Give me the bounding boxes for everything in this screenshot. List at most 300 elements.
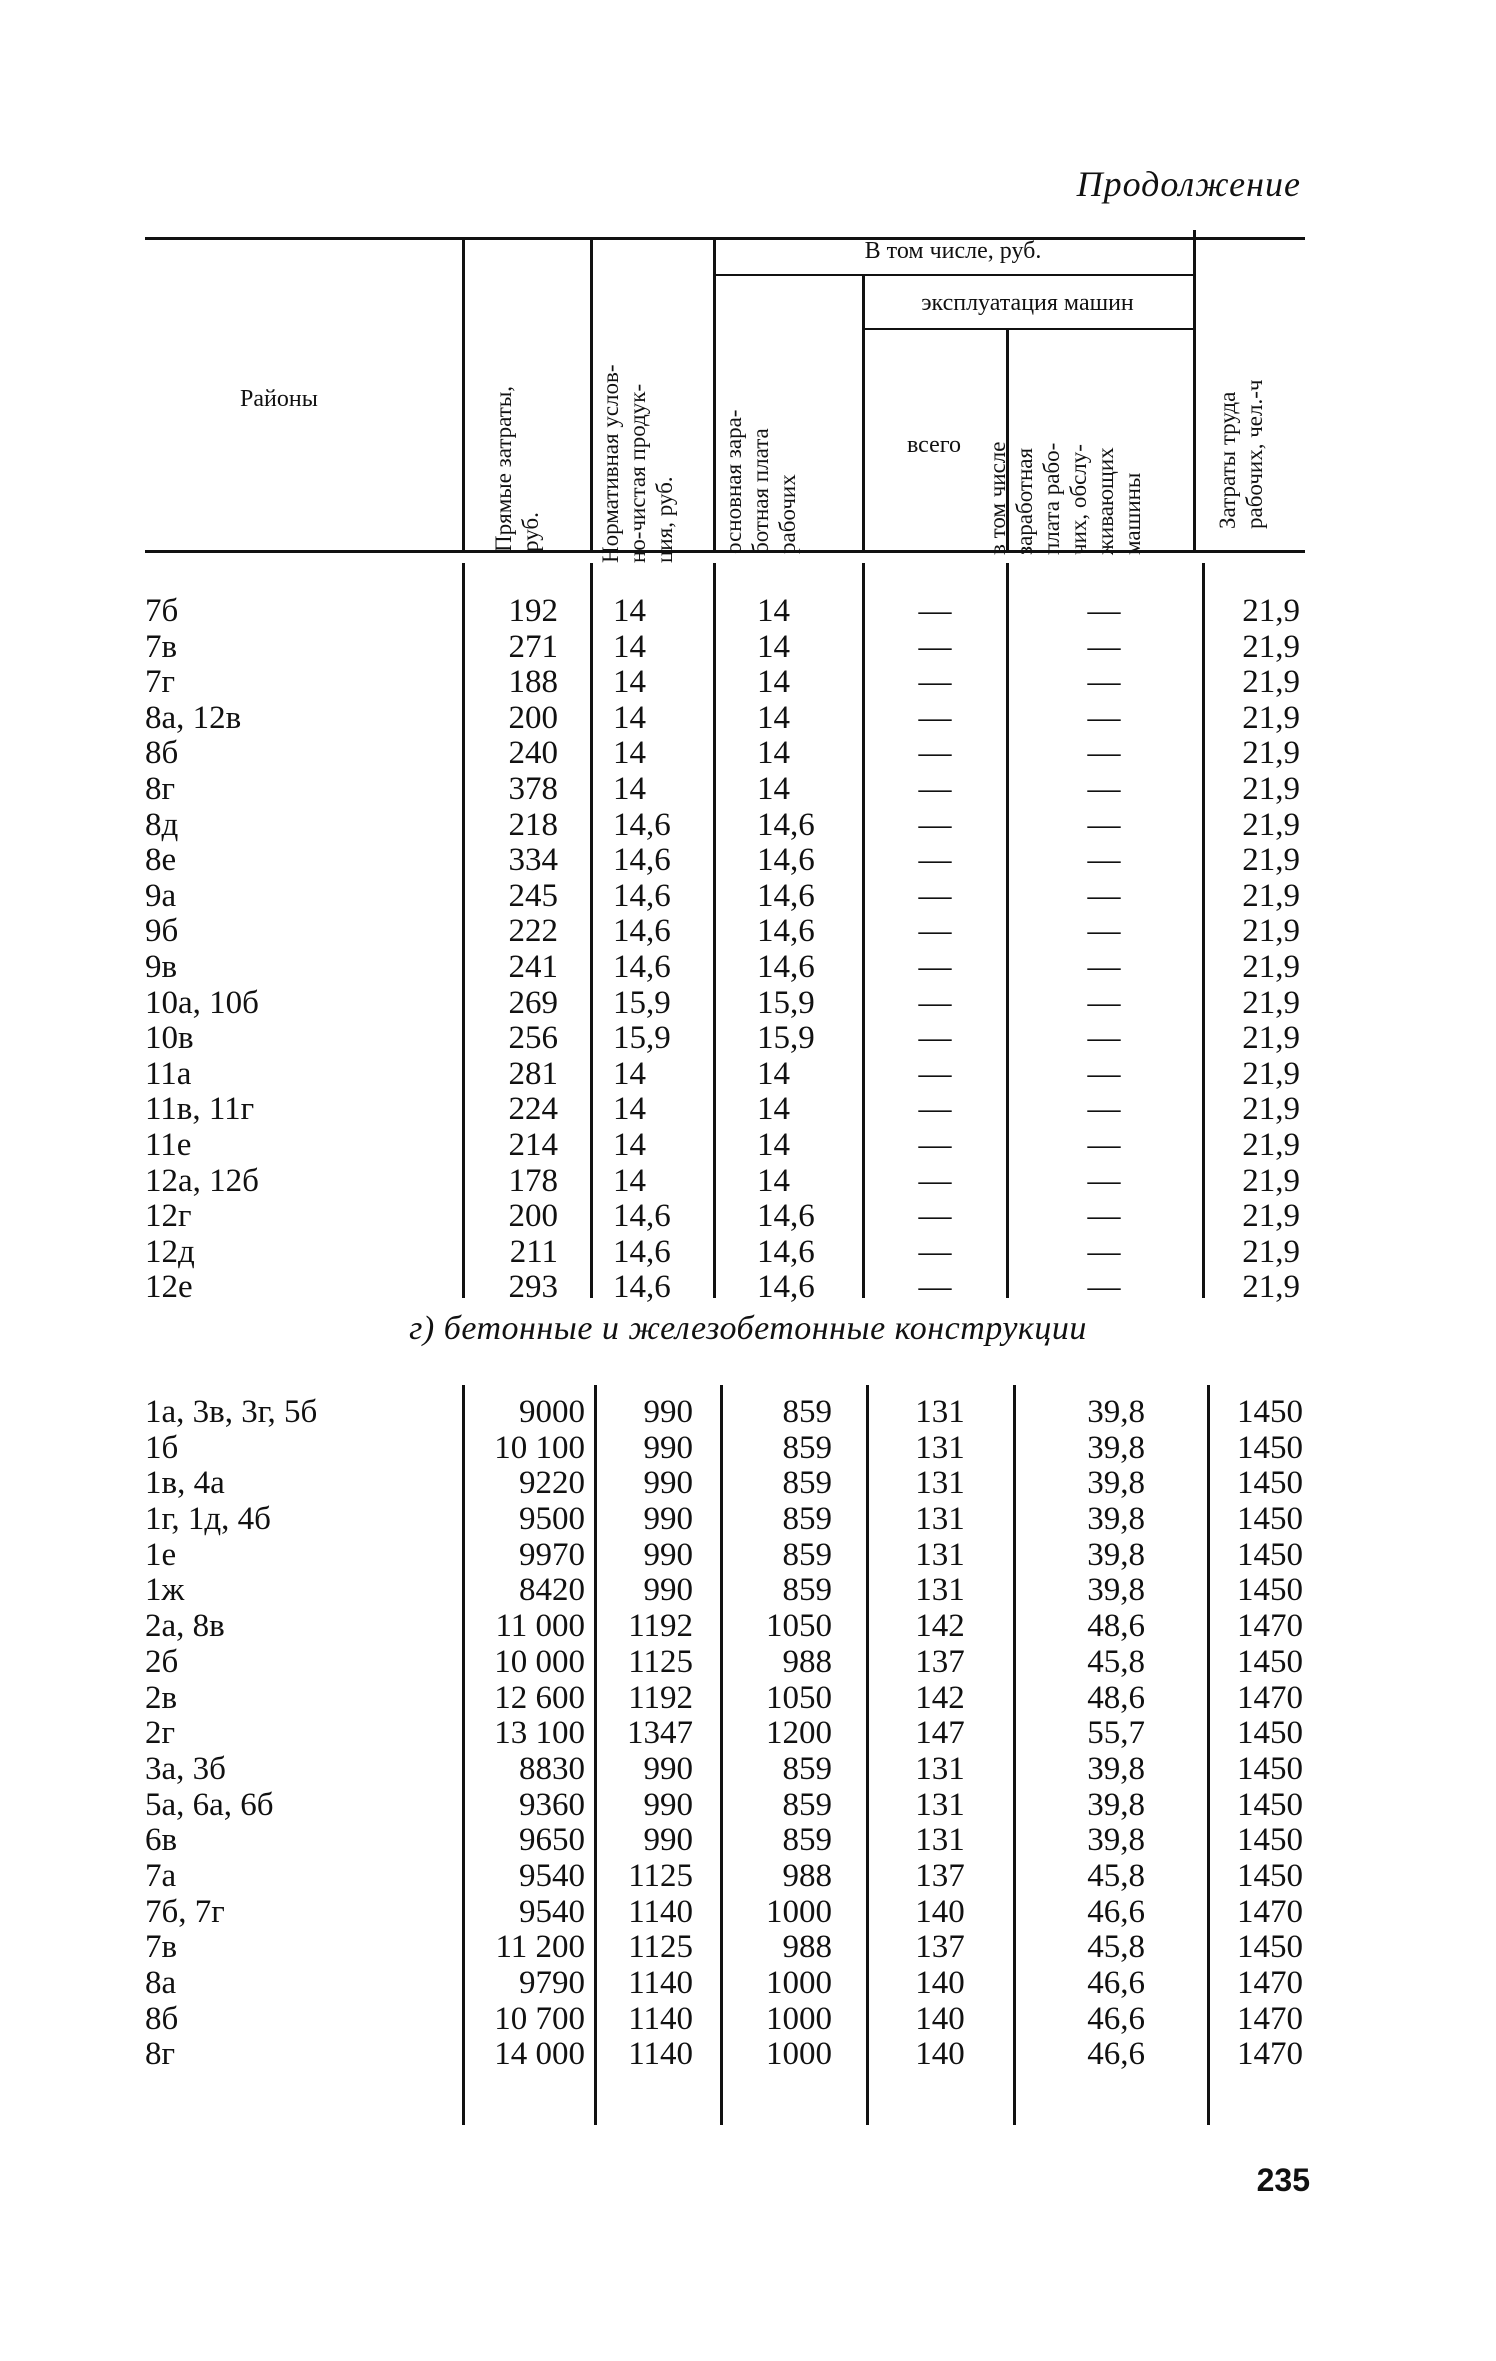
table-cell: 7а xyxy=(145,1857,177,1894)
table-cell: 14,6 xyxy=(757,877,815,914)
table-cell: 39,8 xyxy=(1087,1572,1145,1609)
table-cell: 21,9 xyxy=(1242,877,1300,914)
table-cell: 39,8 xyxy=(1087,1465,1145,1502)
table-cell: — xyxy=(918,593,952,629)
table-cell: 14 xyxy=(757,1055,790,1092)
t2-sep-5 xyxy=(1013,1385,1016,2125)
table-cell: 10в xyxy=(145,1020,194,1057)
table-cell: 46,6 xyxy=(1087,2000,1145,2037)
table-cell: 46,6 xyxy=(1087,2036,1145,2073)
table-cell: 1450 xyxy=(1237,1929,1303,1966)
table-cell: — xyxy=(918,770,952,807)
table-cell: 21,9 xyxy=(1242,664,1300,701)
table-cell: 334 xyxy=(508,842,558,879)
table-cell: 211 xyxy=(509,1233,558,1270)
table-cell: — xyxy=(1087,593,1121,629)
table-cell: 2в xyxy=(145,1679,178,1716)
table-cell: 131 xyxy=(915,1536,965,1573)
table-cell: 14,6 xyxy=(613,842,671,879)
table-cell: 14,6 xyxy=(613,1233,671,1270)
table-cell: 21,9 xyxy=(1242,806,1300,843)
table-cell: — xyxy=(1087,664,1121,701)
table-cell: 7б, 7г xyxy=(145,1893,225,1930)
table-cell: 200 xyxy=(508,1198,558,1235)
table-cell: 1000 xyxy=(766,1965,832,2001)
table-cell: 21,9 xyxy=(1242,1020,1300,1057)
table-cell: 859 xyxy=(782,1572,832,1609)
table-cell: 14 xyxy=(613,593,646,629)
table-cell: 9500 xyxy=(519,1501,585,1538)
table-cell: 8а, 12в xyxy=(145,699,242,736)
table-cell: 1125 xyxy=(628,1857,693,1894)
header-labor: Затраты труда рабочих, чел.-ч xyxy=(1215,379,1267,529)
table-cell: 14,6 xyxy=(613,877,671,914)
table-cell: 39,8 xyxy=(1087,1786,1145,1823)
table-cell: — xyxy=(1087,1162,1121,1199)
table-cell: 14 xyxy=(613,770,646,807)
table-cell: — xyxy=(1087,1198,1121,1235)
table-cell: 131 xyxy=(915,1501,965,1538)
table-cell: 142 xyxy=(915,1608,965,1645)
table-cell: 8830 xyxy=(519,1750,585,1787)
table-cell: 1450 xyxy=(1237,1429,1303,1466)
table-cell: 2б xyxy=(145,1643,179,1680)
table-cell: — xyxy=(1087,770,1121,807)
table-cell: 1450 xyxy=(1237,1501,1303,1538)
table-cell: 55,7 xyxy=(1087,1715,1145,1752)
table-cell: 15,9 xyxy=(613,1020,671,1057)
table-cell: — xyxy=(918,1198,952,1235)
table-cell: 9650 xyxy=(519,1822,585,1859)
table-cell: 46,6 xyxy=(1087,1965,1145,2001)
table-cell: 131 xyxy=(915,1394,965,1430)
table-cell: 9790 xyxy=(519,1965,585,2001)
table-cell: 9540 xyxy=(519,1893,585,1930)
t2-sep-6 xyxy=(1207,1385,1210,2125)
table-cell: 21,9 xyxy=(1242,1269,1300,1306)
table-cell: — xyxy=(1087,1091,1121,1128)
t2-labor-column xyxy=(1213,1395,1303,2073)
table-cell: 21,9 xyxy=(1242,735,1300,772)
table-cell: — xyxy=(918,1126,952,1163)
table-cell: 6в xyxy=(145,1822,178,1859)
table-cell: 1б xyxy=(145,1429,179,1466)
table-cell: 8г xyxy=(145,770,176,807)
table-cell: 859 xyxy=(782,1822,832,1859)
table-cell: — xyxy=(1087,628,1121,665)
table-cell: 1450 xyxy=(1237,1857,1303,1894)
table-cell: 39,8 xyxy=(1087,1429,1145,1466)
table-cell: 1470 xyxy=(1237,1608,1303,1645)
table-cell: 1450 xyxy=(1237,1715,1303,1752)
table-cell: 14 xyxy=(613,628,646,665)
t2-sep-3 xyxy=(720,1385,723,2125)
table-cell: 14 xyxy=(757,735,790,772)
table-cell: 990 xyxy=(643,1750,693,1787)
table-cell: 2г xyxy=(145,1715,176,1752)
t2-norm-column xyxy=(598,1395,693,2073)
table-cell: 21,9 xyxy=(1242,1055,1300,1092)
table-cell: 1192 xyxy=(628,1608,693,1645)
table-cell: 378 xyxy=(508,770,558,807)
continuation-label: Продолжение xyxy=(1076,164,1301,204)
table-cell: 7б xyxy=(145,593,179,629)
table-cell: — xyxy=(1087,806,1121,843)
table-cell: — xyxy=(918,664,952,701)
table-cell: 1450 xyxy=(1237,1786,1303,1823)
table-cell: — xyxy=(918,628,952,665)
table-cell: 21,9 xyxy=(1242,1198,1300,1235)
table-cell: 10а, 10б xyxy=(145,984,259,1021)
t1-norm-column xyxy=(613,594,708,1306)
table-cell: — xyxy=(1087,842,1121,879)
table-cell: 21,9 xyxy=(1242,1126,1300,1163)
table-cell: 214 xyxy=(508,1126,558,1163)
table-cell: 269 xyxy=(508,984,558,1021)
table-cell: — xyxy=(918,699,952,736)
table-cell: 990 xyxy=(643,1429,693,1466)
t1-sep-5 xyxy=(1006,563,1009,1298)
table-cell: 147 xyxy=(915,1715,965,1752)
table-cell: 241 xyxy=(508,948,558,985)
table-cell: 140 xyxy=(915,1893,965,1930)
table-cell: 21,9 xyxy=(1242,593,1300,629)
t1-wage-column xyxy=(757,594,857,1306)
table-cell: 14,6 xyxy=(613,913,671,950)
table-cell: 8е xyxy=(145,842,177,879)
table-cell: — xyxy=(918,948,952,985)
table-cell: 11е xyxy=(145,1126,192,1163)
table-cell: 271 xyxy=(508,628,558,665)
table-cell: 21,9 xyxy=(1242,770,1300,807)
table-cell: 7в xyxy=(145,1929,178,1966)
table-cell: 9540 xyxy=(519,1857,585,1894)
t1-sep-2 xyxy=(590,563,593,1298)
t1-machine-total-column xyxy=(866,594,1004,1306)
table-cell: 859 xyxy=(782,1501,832,1538)
table-cell: 1470 xyxy=(1237,2000,1303,2037)
table-cell: 21,9 xyxy=(1242,842,1300,879)
t2-regions-column xyxy=(145,1395,455,2073)
t2-sep-1 xyxy=(462,1385,465,2125)
t1-labor-column xyxy=(1210,594,1300,1306)
table-cell: 140 xyxy=(915,2036,965,2073)
header-direct-costs: Прямые затраты, руб. xyxy=(491,385,543,552)
table-cell: 21,9 xyxy=(1242,948,1300,985)
table-cell: 990 xyxy=(643,1536,693,1573)
table-cell: 14 xyxy=(757,628,790,665)
table-cell: 1140 xyxy=(628,2000,693,2037)
table-cell: 1050 xyxy=(766,1679,832,1716)
table-cell: 9000 xyxy=(519,1394,585,1430)
table-cell: 1450 xyxy=(1237,1572,1303,1609)
header-sep-2 xyxy=(590,237,593,550)
t1-sep-4 xyxy=(862,563,865,1298)
table-cell: 48,6 xyxy=(1087,1679,1145,1716)
table-cell: 14 000 xyxy=(494,2036,585,2073)
table-cell: 859 xyxy=(782,1786,832,1823)
table-cell: — xyxy=(918,1233,952,1270)
table-cell: — xyxy=(1087,877,1121,914)
table-cell: 1192 xyxy=(628,1679,693,1716)
table-cell: 14,6 xyxy=(757,1233,815,1270)
table-cell: 859 xyxy=(782,1394,832,1430)
table-cell: 39,8 xyxy=(1087,1536,1145,1573)
table-cell: 39,8 xyxy=(1087,1750,1145,1787)
table-cell: 1450 xyxy=(1237,1822,1303,1859)
table-cell: — xyxy=(918,984,952,1021)
table-cell: 15,9 xyxy=(757,1020,815,1057)
table-cell: 21,9 xyxy=(1242,699,1300,736)
table-cell: — xyxy=(1087,1233,1121,1270)
t2-machine-total-column xyxy=(870,1395,1010,2073)
table-cell: 14,6 xyxy=(757,948,815,985)
table-cell: 224 xyxy=(508,1091,558,1128)
table-cell: 140 xyxy=(915,2000,965,2037)
table-cell: 1000 xyxy=(766,2036,832,2073)
table-cell: 8б xyxy=(145,735,179,772)
table-cell: 14 xyxy=(613,1091,646,1128)
table-cell: 11 000 xyxy=(495,1608,585,1645)
table-cell: 12а, 12б xyxy=(145,1162,259,1199)
table-cell: 14 xyxy=(757,1091,790,1128)
t1-sep-3 xyxy=(713,563,716,1298)
table-cell: 14,6 xyxy=(757,842,815,879)
t2-wage-column xyxy=(724,1395,832,2073)
table-cell: 140 xyxy=(915,1965,965,2001)
table-cell: 1в, 4а xyxy=(145,1465,225,1502)
table-cell: 45,8 xyxy=(1087,1643,1145,1680)
table-cell: 1а, 3в, 3г, 5б xyxy=(145,1394,318,1430)
machine-underline xyxy=(862,328,1193,330)
table-cell: — xyxy=(1087,913,1121,950)
table-cell: — xyxy=(1087,1269,1121,1306)
table-cell: 240 xyxy=(508,735,558,772)
table-cell: 222 xyxy=(508,913,558,950)
table-cell: 10 700 xyxy=(494,2000,585,2037)
table-cell: 46,6 xyxy=(1087,1893,1145,1930)
table-cell: 990 xyxy=(643,1786,693,1823)
table-cell: 1200 xyxy=(766,1715,832,1752)
table-cell: 14 xyxy=(613,1126,646,1163)
table-cell: 8а xyxy=(145,1965,177,2001)
table-cell: 12 600 xyxy=(494,1679,585,1716)
table-cell: 218 xyxy=(508,806,558,843)
table-cell: 1450 xyxy=(1237,1465,1303,1502)
table-cell: 131 xyxy=(915,1750,965,1787)
table-cell: 14,6 xyxy=(613,806,671,843)
table-cell: 1470 xyxy=(1237,1965,1303,2001)
table-cell: 12г xyxy=(145,1198,192,1235)
table-cell: 1125 xyxy=(628,1643,693,1680)
t1-machine-wage-column xyxy=(1010,594,1198,1306)
table-cell: — xyxy=(918,1162,952,1199)
header-sep-1 xyxy=(462,237,465,550)
table-cell: 8д xyxy=(145,806,179,843)
table-cell: 1450 xyxy=(1237,1643,1303,1680)
including-underline xyxy=(713,274,1193,276)
table-cell: 14,6 xyxy=(613,948,671,985)
page-number: 235 xyxy=(1256,2162,1310,2198)
table-cell: 14,6 xyxy=(757,1198,815,1235)
table-cell: 14,6 xyxy=(757,806,815,843)
table-cell: 14 xyxy=(613,735,646,772)
header-sep-4 xyxy=(862,276,865,550)
header-sep-6 xyxy=(1193,230,1196,550)
table-cell: 10 100 xyxy=(494,1429,585,1466)
table-cell: 39,8 xyxy=(1087,1501,1145,1538)
table-cell: 11а xyxy=(145,1055,192,1092)
t1-sep-6 xyxy=(1202,563,1205,1298)
table-cell: 14 xyxy=(757,699,790,736)
table-cell: 859 xyxy=(782,1750,832,1787)
table-cell: 1ж xyxy=(145,1572,185,1609)
table-cell: — xyxy=(918,735,952,772)
table-cell: 21,9 xyxy=(1242,984,1300,1021)
t2-sep-2 xyxy=(594,1385,597,2125)
table-cell: 14 xyxy=(757,1162,790,1199)
table-cell: 1450 xyxy=(1237,1394,1303,1430)
table-cell: 21,9 xyxy=(1242,1091,1300,1128)
table-cell: 1140 xyxy=(628,1965,693,2001)
table-cell: 5а, 6а, 6б xyxy=(145,1786,274,1823)
table-cell: 1г, 1д, 4б xyxy=(145,1501,271,1538)
table-cell: 14,6 xyxy=(613,1269,671,1306)
header-machine-total: всего xyxy=(906,432,962,458)
table-cell: 988 xyxy=(782,1857,832,1894)
table-cell: 178 xyxy=(508,1162,558,1199)
table-cell: 14 xyxy=(613,664,646,701)
table-cell: 188 xyxy=(508,664,558,701)
table-cell: 988 xyxy=(782,1929,832,1966)
table-cell: 21,9 xyxy=(1242,1162,1300,1199)
table-cell: 1470 xyxy=(1237,2036,1303,2073)
table-cell: 45,8 xyxy=(1087,1857,1145,1894)
table-cell: 14 xyxy=(757,664,790,701)
table-cell: 1140 xyxy=(628,1893,693,1930)
t1-regions-column xyxy=(145,594,445,1306)
table-cell: 12д xyxy=(145,1233,195,1270)
table-cell: 131 xyxy=(915,1786,965,1823)
table-cell: — xyxy=(1087,1126,1121,1163)
t1-direct-column xyxy=(470,594,558,1306)
table-cell: 2а, 8в xyxy=(145,1608,225,1645)
table-cell: 11 200 xyxy=(495,1929,585,1966)
table-cell: 859 xyxy=(782,1429,832,1466)
table-cell: 15,9 xyxy=(757,984,815,1021)
table-cell: 859 xyxy=(782,1465,832,1502)
table-cell: 39,8 xyxy=(1087,1394,1145,1430)
header-base-wage: основная зара- ботная плата рабочих xyxy=(721,409,800,554)
header-including: В том числе, руб. xyxy=(864,238,1042,264)
table-cell: 14 xyxy=(757,1126,790,1163)
table-cell: 8г xyxy=(145,2036,176,2073)
table-cell: 192 xyxy=(508,593,558,629)
table-cell: 990 xyxy=(643,1501,693,1538)
table-cell: 14,6 xyxy=(757,1269,815,1306)
table-cell: — xyxy=(1087,735,1121,772)
table-cell: — xyxy=(1087,1055,1121,1092)
t1-sep-1 xyxy=(462,563,465,1298)
table-cell: 14 xyxy=(613,1162,646,1199)
table-cell: 39,8 xyxy=(1087,1822,1145,1859)
table-cell: 990 xyxy=(643,1822,693,1859)
table-cell: 14 xyxy=(613,1055,646,1092)
table-cell: — xyxy=(918,842,952,879)
table-cell: 1450 xyxy=(1237,1750,1303,1787)
table-cell: 1000 xyxy=(766,1893,832,1930)
table-cell: — xyxy=(918,1091,952,1128)
table-cell: 9в xyxy=(145,948,178,985)
table-cell: 11в, 11г xyxy=(145,1091,255,1128)
table-cell: — xyxy=(1087,984,1121,1021)
table-cell: 256 xyxy=(508,1020,558,1057)
table-cell: — xyxy=(1087,699,1121,736)
table-cell: 1347 xyxy=(627,1715,693,1752)
table-cell: 131 xyxy=(915,1429,965,1466)
table-cell: 990 xyxy=(643,1572,693,1609)
table-cell: 14,6 xyxy=(757,913,815,950)
header-regions: Районы xyxy=(240,386,318,412)
table-cell: 1470 xyxy=(1237,1679,1303,1716)
table-cell: 137 xyxy=(915,1643,965,1680)
table-cell: 21,9 xyxy=(1242,1233,1300,1270)
table-cell: 8420 xyxy=(519,1572,585,1609)
table-cell: 10 000 xyxy=(494,1643,585,1680)
table-cell: 200 xyxy=(508,699,558,736)
table-cell: 21,9 xyxy=(1242,913,1300,950)
table-cell: 859 xyxy=(782,1536,832,1573)
table-cell: 1000 xyxy=(766,2000,832,2037)
table-cell: 13 100 xyxy=(494,1715,585,1752)
table-cell: 9360 xyxy=(519,1786,585,1823)
table-cell: 1125 xyxy=(628,1929,693,1966)
t2-machine-wage-column xyxy=(1017,1395,1145,2073)
table-cell: 7г xyxy=(145,664,176,701)
table-cell: 1140 xyxy=(628,2036,693,2073)
table-cell: 14 xyxy=(757,770,790,807)
table-cell: — xyxy=(918,1269,952,1306)
table-cell: 45,8 xyxy=(1087,1929,1145,1966)
table-cell: 281 xyxy=(508,1055,558,1092)
table-cell: 131 xyxy=(915,1465,965,1502)
table-cell: 15,9 xyxy=(613,984,671,1021)
table-cell: 293 xyxy=(508,1269,558,1306)
table-cell: — xyxy=(918,913,952,950)
table-cell: 131 xyxy=(915,1822,965,1859)
table-cell: 48,6 xyxy=(1087,1608,1145,1645)
table-cell: 1470 xyxy=(1237,1893,1303,1930)
table-cell: 14 xyxy=(757,593,790,629)
table-cell: — xyxy=(918,806,952,843)
table-cell: 1450 xyxy=(1237,1536,1303,1573)
table-cell: 14,6 xyxy=(613,1198,671,1235)
table-cell: 990 xyxy=(643,1465,693,1502)
section-title: г) бетонные и железобетонные конструкции xyxy=(409,1310,1087,1347)
table-cell: 3а, 3б xyxy=(145,1750,226,1787)
table-cell: 7в xyxy=(145,628,178,665)
table-cell: 8б xyxy=(145,2000,179,2037)
table-cell: 988 xyxy=(782,1643,832,1680)
table-cell: — xyxy=(1087,1020,1121,1057)
table-cell: 1е xyxy=(145,1536,177,1573)
table-cell: 9а xyxy=(145,877,177,914)
table-cell: 137 xyxy=(915,1929,965,1966)
header-sep-3 xyxy=(713,237,716,550)
table-cell: — xyxy=(918,1020,952,1057)
header-machine-wage: в том числе заработная плата рабо- чих, обслу- живающих машины xyxy=(985,441,1145,555)
table-cell: 14 xyxy=(613,699,646,736)
